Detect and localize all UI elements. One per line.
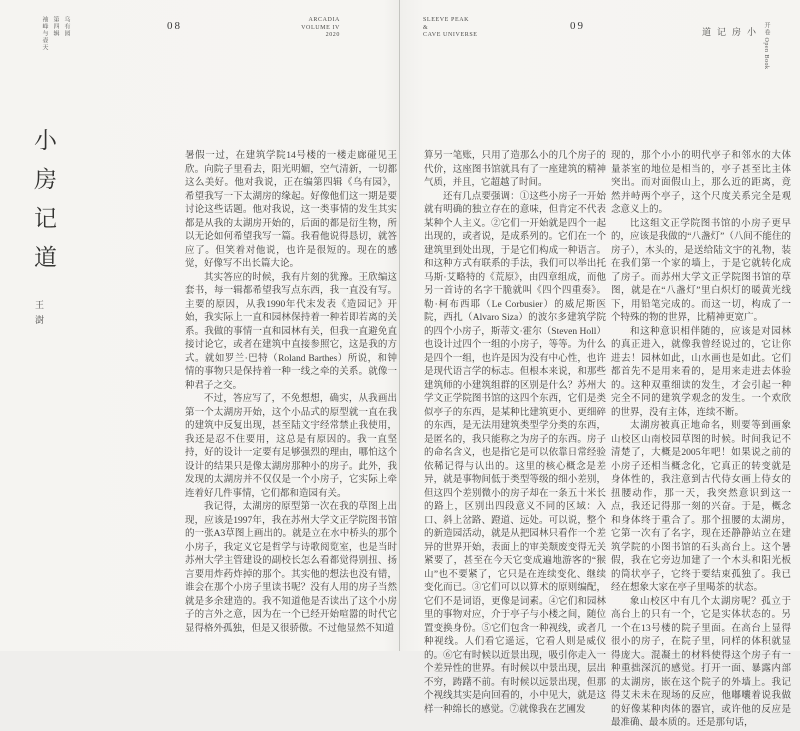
edition-imprint — [250, 17, 340, 40]
paragraph: 太湖房被真正地命名，则要等到画象山校区山南校园草图的时候。时间我记不清楚了，大概是2005年吧！如果说之前的小房子还相当概念化，它真正的转变就是身体性的，我注意到古代侍女画上侍女的扭腰动作，那一天，我突然意识到这一点，我还记得那一刻的兴奋。于是，概念和身体终于重合了。那个扭腰的太湖房，它第一次有了名字，现在还静静站立在建筑学院的小图书馆的石头高台上。这个暑假，我在它旁边加建了一个木头和阳光板的筒状亭子，它终于要结束孤独了。我已经在想象大家在亭子里喝茶的状态。 — [611, 421, 791, 593]
essay-theme-english — [423, 17, 543, 40]
section-label-chinese: 开卷 — [763, 22, 769, 36]
series-name: 乌有园 — [63, 16, 69, 37]
series-imprint — [38, 16, 71, 78]
page-number-right: 09 — [570, 20, 585, 32]
edition-year: 2020 — [325, 32, 340, 38]
series-theme: 袖峰与壶天 — [41, 16, 47, 51]
essay-title-vertical: 小房记道 — [31, 128, 56, 284]
running-title-rtl: 道记房小 — [702, 27, 763, 37]
paragraph: 现的，那个小小的明代亭子和邻水的大体量茶室的地位是相当的，亭子甚至比主体突出。而对面假山上，那么近的距离，竟然并峙两个亭子，这个尺度关系完全是观念意义上的。 — [611, 151, 791, 215]
section-label — [762, 22, 771, 82]
paragraph: 还有几点要强调：①这些小房子一开始就有明确的独立存在的意味，但肯定不代表某种个人主义。②它们一开始就是四个一起出现的，或者说，是成系列的。它们在一个建筑里到处出现，于是它们构成一种语言。和这种方式有联系的手法，我们可以举出托马斯·艾略特的《荒原》，由四章组成，而他另一首诗的名字干脆就叫《四个四重奏》。勒·柯布西耶（Le Corbusier）的威尼斯医院，西扎（Alvaro Siza）的波尔多建筑学院的四个小房子，斯蒂文·霍尔（Steven Holl）也设计过四个一组的小房子，等等。为什么是四个一组，也许是因为没有中心性，也许是现代语言学的标志。但根本来说，和那些建筑师的小建筑组群的区别是什么？苏州大学文正学院图书馆的这四个东西，它们是类似亭子的东西，是某种比建筑更小、更细碎的东西，是无法用建筑类型学分类的东西，是匿名的，我只能称之为房子的东西。房子的命名含义，也是指它是可以依靠日常经验依稀记得与认出的。这里的核心概念是差异，就是事物间低于类型等级的细小差别，但这四个差别微小的房子却在一条五十米长的路上，区别出四段意义不同的区域：入口、斜上岔路、蹬道、远处。可以说，整个的新造园活动，就是从把园林只看作一个差异的世界开始，表面上的审美颓废变得无关紧要了，甚至在今天它变成遍地游客的“猴山”也不要紧了，它只是在连续变化、继续变化而已。③它们可以以算术的原则编配，它们不是词语，更像是词素。④它们和园林里的事物对应，介于亭子与小楼之间，随位置变换身份。⑤它们包含一种视线，或者几种视线。人们看它遥远，它看人则是威仪的。⑥它有时候以近景出现，吸引你走入一个差异性的世界。有时候以中景出现，层出不穷，踌躇不前。有时候以远景出现，但那个视线其实是向回看的，小中见大，就是这样一种绵长的感觉。⑦就像我在艺圃发 — [424, 191, 606, 715]
theme-en-line1: SLEEVE PEAK — [423, 17, 470, 23]
edition-series-en: ARCADIA — [308, 17, 340, 23]
paragraph: 和这种意识相伴随的，应该是对园林的真正进入，就像我曾经说过的，它让你进去！园林如此，山水画也是如此。它们都首先不是用来看的，是用来走进去体验的。这种双重细读的发生，才会引起一种完全不同的建筑学观念的发生。一个欢欣的世界，没有主体，连续不断。 — [611, 326, 791, 418]
section-label-english: Open Book — [763, 37, 769, 70]
edition-volume-en: VOLUME IV — [301, 24, 340, 31]
right-page-text-column-1 — [424, 150, 606, 715]
paragraph: 其实答应的时候，我有片刻的犹豫。王欣编这套书，每一辑都希望我写点东西，我一直没有写。主要的原因，从我1990年代末发表《造园记》开始，我实际上一直和园林保持着一种若即若离的关系。我做的事情一直和园林有关，但我一直避免直接讨论它，或者在建筑中直接参照它，这是我的方式。就如罗兰·巴特（Roland Barthes）所说，和钟情的事物只是保持着一种一线之牵的关系。就像一种君子之交。 — [185, 272, 397, 391]
paragraph: 比这组文正学院图书馆的小房子更早的，应该是我做的“八盏灯”（八间不能住的房子），木头的，是送给陆文宇的礼物，装在我们第一个家的墙上，于是它就转化成了房子。而苏州大学文正学院图书馆的草图，就是在“八盏灯”里白炽灯的暖黄光线下，用铅笔完成的。而这一切，构成了一个特殊的物的世界，比精神更宽广。 — [611, 218, 791, 323]
essay-author: 王澍 — [34, 300, 44, 330]
paragraph: 不过，答应写了，不免想想，确实，从我画出第一个太湖房开始，这个小品式的原型就一直在我的建筑中反复出现，甚至陆文宇经常禁止我使用，我还是忍不住要用，这总是有原因的。我一直坚持，好的设计一定要有足够强烈的理由，哪怕这个设计的结果只是像太湖房那种小的房子。此外，我发现的太湖房并不仅仅是一个小房子，它实际上牵连着好几件事情，它们都和造园有关。 — [185, 394, 397, 499]
paragraph: 算另一笔账，只用了造那么小的几个房子的代价，这座图书馆就具有了一座建筑的精神气质，并且，它超越了时间。 — [424, 151, 606, 188]
left-page-text-column — [185, 150, 397, 642]
paragraph: 象山校区中有几个太湖房呢？孤立于高台上的只有一个，它是实体状态的。另一个在13号楼的院子里面。在高台上显得很小的房子，在院子里，同样的体积就显得庞大。混凝土的材料使得这个房子有一种重拙深沉的感觉。打开一面、暴露内部的太湖房，嵌在这个院子的外墙上。我记得艾未未在现场的反应，他嘟囔着说我做的好像某种肉体的器官，或许他的反应是最准确、最本质的。还是那句话， — [611, 596, 791, 728]
right-page-text-column-2 — [611, 150, 791, 728]
paragraph: 我记得，太湖房的原型第一次在我的草图上出现，应该是1997年，我在苏州大学文正学院图书馆的一张A3草图上画出的。就是立在水中桥头的那个小房子，我定义它是哲学与诗歌阅览室，也是当时苏州大学主管建设的副校长怎么看都觉得别扭、扬言要用炸药炸掉的那个。其实他的想法也没有错，谁会在那个小房子里读书呢？没有人用的房子当然就是多余建造的。我不知道他是否读出了这个小房子的言外之意，因为在一个已经开始喧嚣的时代它显得格外孤独，但是又很骄傲。不过他显然不知道 — [185, 502, 397, 634]
theme-en-line2: & — [423, 24, 429, 31]
theme-en-line3: CAVE UNIVERSE — [423, 32, 478, 38]
page-gutter-divider — [399, 0, 400, 651]
series-volume: 第四辑 — [52, 16, 58, 37]
page-number-left: 08 — [167, 20, 182, 32]
paragraph: 暑假一过，在建筑学院14号楼的一楼走廊碰见王欣。向院子里看去，阳光明媚，空气清新，一切都这么美好。他对我说，正在编第四辑《乌有园》，希望我写一下太湖房的缘起。好像他们这一期是要讨论这些话题。他对我说，这一类事情的发生其实都是从我的太湖房开始的，后面的都是衍生物，所以无论如何希望我写一篇。我看他说得恳切，就答应了。但笑着对他说，也许是很短的。现在的感觉，好像写不出长篇大论。 — [185, 151, 397, 269]
